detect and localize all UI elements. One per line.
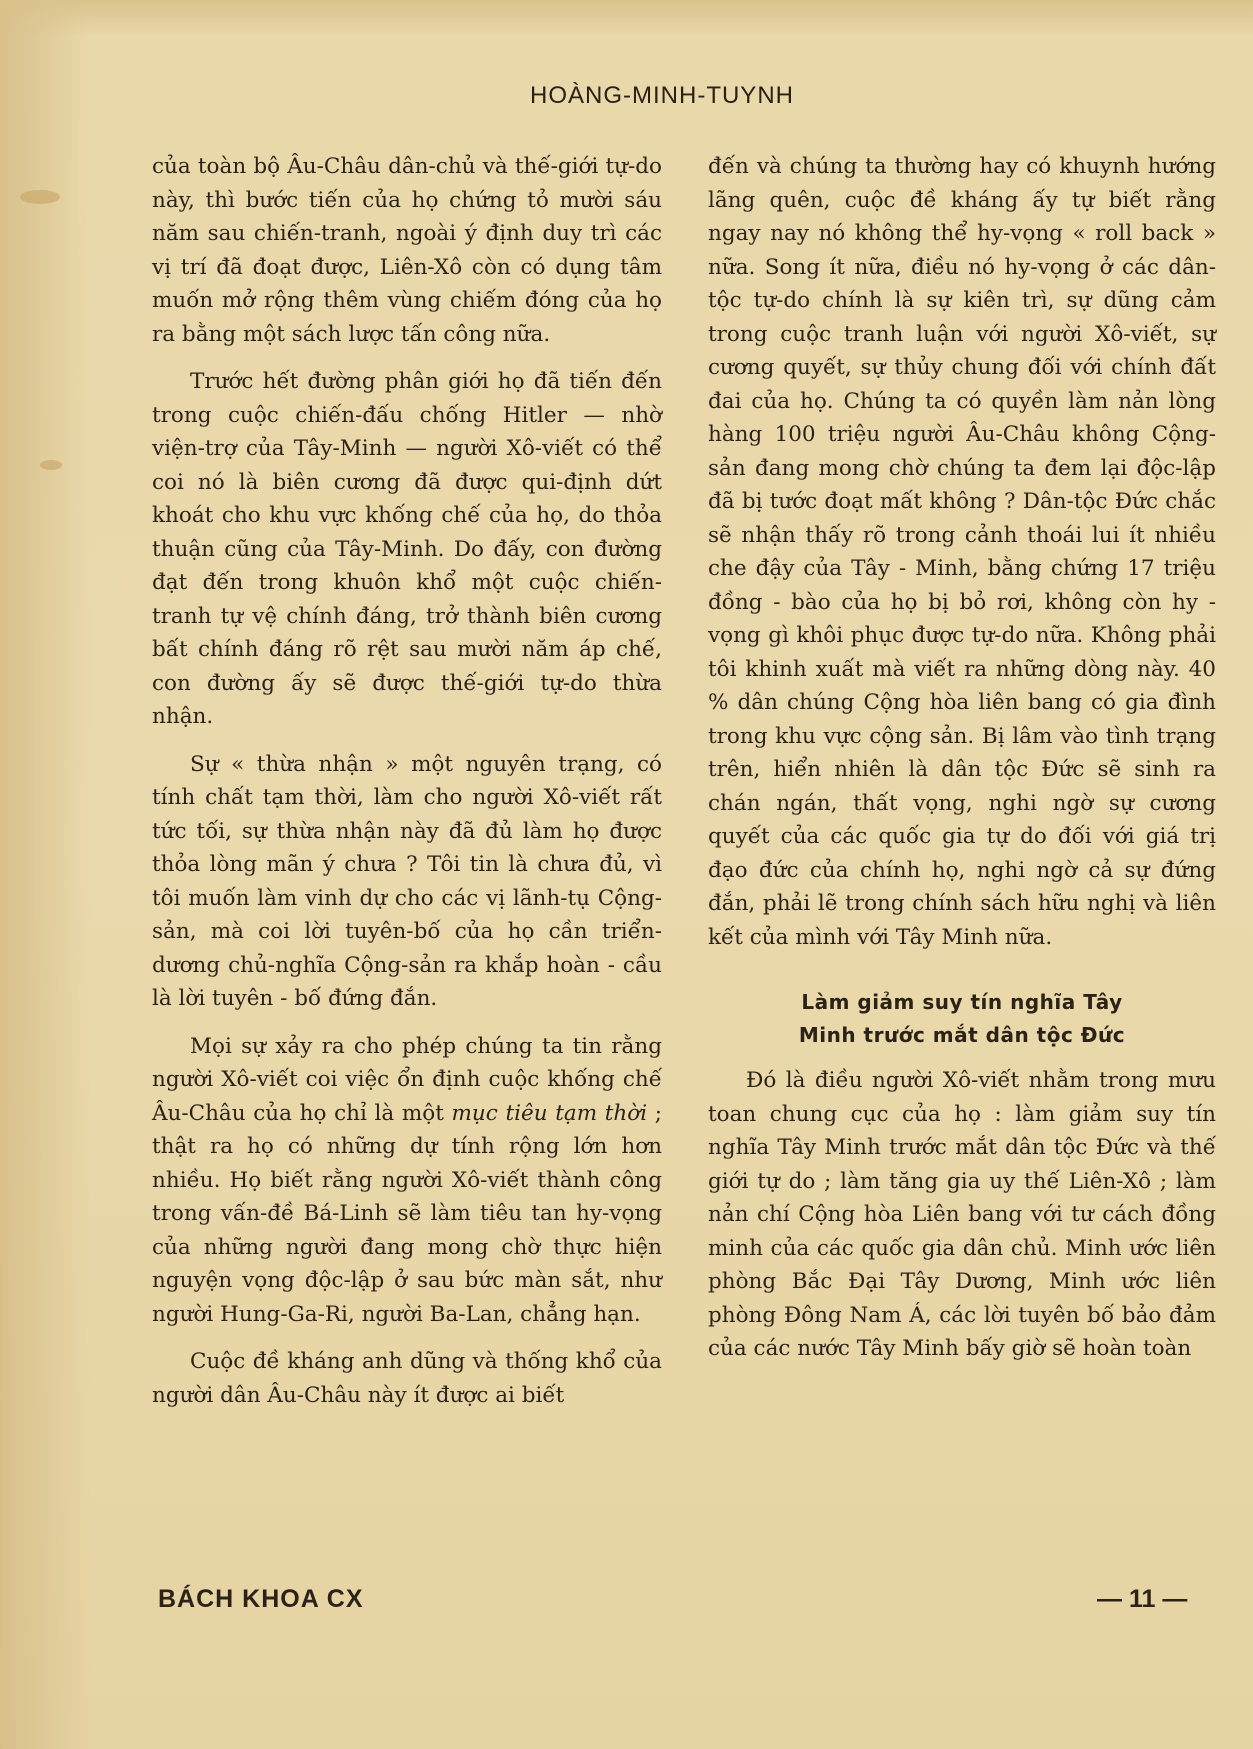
paper-wear-mark	[40, 460, 62, 470]
section-heading-line: Minh trước mắt dân tộc Đức	[798, 1023, 1126, 1047]
paragraph-text: Mọi sự xảy ra cho phép chúng ta tin rằng người Xô-viết coi việc ổn định cuộc khống chế Âu-Châu của họ chỉ là một	[152, 1033, 662, 1126]
paper-wear-mark	[20, 190, 60, 204]
section-heading	[708, 986, 1216, 1052]
paragraph: Cuộc đề kháng anh dũng và thống khổ của người dân Âu-Châu này ít được ai biết	[152, 1349, 662, 1408]
author-name: HOÀNG-MINH-TUYNH	[530, 82, 794, 109]
paragraph: Trước hết đường phân giới họ đã tiến đến trong cuộc chiến-đấu chống Hitler — nhờ viện-trợ của Tây-Minh — người Xô-viết có thể coi nó là biên cương đã được qui-định dứt khoát cho khu vực khống chế của họ, do thỏa thuận cũng của Tây-Minh. Do đấy, con đường đạt đến trong khuôn khổ một cuộc chiến-tranh tự vệ chính đáng, trở thành biên cương bất chính đáng rõ rệt sau mười năm áp chế, con đường ấy sẽ được thế-giới tự-do thừa nhận.	[152, 369, 662, 729]
paragraph: đến và chúng ta thường hay có khuynh hướng lãng quên, cuộc đề kháng ấy tự biết rằng ngay nay nó không thể hy-vọng « roll back » nữa. Song ít nữa, điều nó hy-vọng ở các dân-tộc tự-do chính là sự kiên trì, sự dũng cảm trong cuộc tranh luận với người Xô-viết, sự cương quyết, sự thủy chung đối với chính đất đai của họ. Chúng ta có quyền làm nản lòng hàng 100 triệu người Âu-Châu không Cộng-sản đang mong chờ chúng ta đem lại độc-lập đã bị tước đoạt mất không ? Dân-tộc Đức chắc sẽ nhận thấy rõ trong cảnh thoái lui ít nhiều che đậy của Tây - Minh, bằng chứng 17 triệu đồng - bào của họ bị bỏ rơi, không còn hy - vọng gì khôi phục được tự-do nữa. Không phải tôi khinh xuất mà viết ra những dòng này. 40 % dân chúng Cộng hòa liên bang có gia đình trong khu vực cộng sản. Bị lâm vào tình trạng trên, hiển nhiên là dân tộc Đức sẽ sinh ra chán ngán, thất vọng, nghi ngờ sự cương quyết của các quốc gia tự do đối với giá trị đạo đức của chính họ, nghi ngờ cả sự đứng đắn, phải lẽ trong chính sách hữu nghị và liên kết của mình với Tây Minh nữa.	[708, 154, 1216, 950]
paragraph-text: ; thật ra họ có những dự tính rộng lớn hơn nhiều. Họ biết rằng người Xô-viết thành công trong vấn-đề Bá-Linh sẽ làm tiêu tan hy-vọng của những người đang mong chờ thực hiện nguyện vọng độc-lập ở sau bức màn sắt, như người Hung-Ga-Ri, người Ba-Lan, chẳng hạn.	[152, 1100, 662, 1327]
paragraph: Sự « thừa nhận » một nguyên trạng, có tính chất tạm thời, làm cho người Xô-viết rất tức tối, sự thừa nhận này đã đủ làm họ được thỏa lòng mãn ý chưa ? Tôi tin là chưa đủ, vì tôi muốn làm vinh dự cho các vị lãnh-tụ Cộng-sản, mà coi lời tuyên-bố của họ cần triển-dương chủ-nghĩa Cộng-sản ra khắp hoàn - cầu là lời tuyên - bố đứng đắn.	[152, 751, 662, 1011]
section-heading-line: Làm giảm suy tín nghĩa Tây	[801, 990, 1123, 1014]
right-column	[708, 150, 1216, 1380]
paragraph: Đó là điều người Xô-viết nhằm trong mưu toan chung cục của họ : làm giảm suy tín nghĩa Tây Minh trước mắt dân tộc Đức và thế giới tự do ; làm tăng gia uy thế Liên-Xô ; làm nản chí Cộng hòa Liên bang với tư cách đồng minh của các quốc gia dân chủ. Minh ước liên phòng Bắc Đại Tây Dương, Minh ước liên phòng Đông Nam Á, các lời tuyên bố bảo đảm của các nước Tây Minh bấy giờ sẽ hoàn toàn	[708, 1068, 1216, 1361]
magazine-name: BÁCH KHOA CX	[158, 1585, 364, 1613]
page-number: — 11 —	[1097, 1585, 1188, 1613]
left-column	[152, 150, 662, 1426]
paragraph: của toàn bộ Âu-Châu dân-chủ và thế-giới tự-do này, thì bước tiến của họ chứng tỏ mười sáu năm sau chiến-tranh, ngoài ý định duy trì các vị trí đã đoạt được, Liên-Xô còn có dụng tâm muốn mở rộng thêm vùng chiếm đóng của họ ra bằng một sách lược tấn công nữa.	[152, 154, 662, 347]
paragraph	[152, 1030, 662, 1332]
emphasized-text: mục tiêu tạm thời	[451, 1100, 648, 1126]
